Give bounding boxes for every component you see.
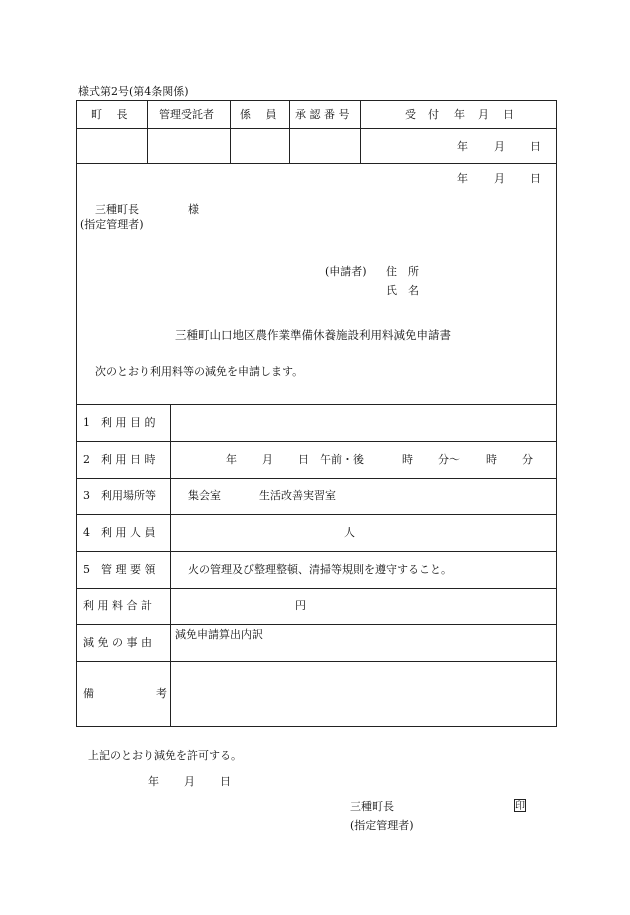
datetime-year: 年 xyxy=(226,453,237,466)
application-date-month: 月 xyxy=(494,172,505,185)
row-label-notes-2: 考 xyxy=(156,687,167,700)
header-receipt-year: 年 xyxy=(454,108,465,121)
row-line xyxy=(76,441,557,442)
datetime-month: 月 xyxy=(262,453,273,466)
form-table xyxy=(76,100,557,727)
place-option-meeting-room: 集会室 xyxy=(188,489,221,502)
header-col-line xyxy=(230,100,231,163)
row-line xyxy=(76,588,557,589)
header-approval-number: 承 認 番 号 xyxy=(295,108,350,121)
approval-date-day: 日 xyxy=(220,775,231,788)
header-receipt-month: 月 xyxy=(478,108,489,121)
row-line xyxy=(76,624,557,625)
datetime-minute-end: 分 xyxy=(522,453,533,466)
datetime-minute-start: 分〜 xyxy=(438,453,460,466)
datetime-ampm: 午前・後 xyxy=(320,453,364,466)
header-receipt-2: 付 xyxy=(428,108,439,121)
row-label-rules: 5 管 理 要 領 xyxy=(83,563,156,576)
address-label: 住 所 xyxy=(386,265,419,278)
reason-text: 減免申請算出内訳 xyxy=(175,628,263,641)
header-staff: 係 員 xyxy=(240,108,277,121)
row-label-notes-1: 備 xyxy=(83,687,94,700)
row-label-reason: 減 免 の 事 由 xyxy=(83,636,152,649)
people-unit: 人 xyxy=(344,526,355,539)
application-date-day: 日 xyxy=(530,172,541,185)
addressee-sub: (指定管理者) xyxy=(80,218,144,231)
addressee-honorific: 様 xyxy=(188,203,199,216)
header-manager: 管理受託者 xyxy=(159,108,214,121)
form-label: 様式第2号(第4条関係) xyxy=(78,85,189,98)
document-title: 三種町山口地区農作業準備休養施設利用料減免申請書 xyxy=(175,328,451,342)
approval-statement: 上記のとおり減免を許可する。 xyxy=(88,749,242,762)
addressee: 三種町長 xyxy=(95,203,139,216)
approval-date-year: 年 xyxy=(148,775,159,788)
receipt-date-year: 年 xyxy=(457,140,468,153)
label-column-line xyxy=(170,404,171,727)
header-bottom-line xyxy=(76,163,557,164)
header-mayor: 町 長 xyxy=(91,108,128,121)
row-label-people: 4 利 用 人 員 xyxy=(83,526,156,539)
application-date-year: 年 xyxy=(457,172,468,185)
seal-mark: 印 xyxy=(515,801,525,812)
row-label-purpose: 1 利 用 目 的 xyxy=(83,416,156,429)
datetime-day: 日 xyxy=(298,453,309,466)
header-receipt-1: 受 xyxy=(405,108,416,121)
header-divider xyxy=(76,128,557,129)
header-col-line xyxy=(147,100,148,163)
header-col-line xyxy=(360,100,361,163)
approval-signer: 三種町長 xyxy=(350,800,394,813)
approval-signer-sub: (指定管理者) xyxy=(350,819,414,832)
place-option-training-room: 生活改善実習室 xyxy=(259,489,336,502)
header-col-line xyxy=(289,100,290,163)
row-label-datetime: 2 利 用 日 時 xyxy=(83,453,156,466)
row-line xyxy=(76,661,557,662)
fee-unit: 円 xyxy=(295,599,306,612)
row-line xyxy=(76,514,557,515)
datetime-hour-start: 時 xyxy=(402,453,413,466)
approval-date-month: 月 xyxy=(184,775,195,788)
name-label: 氏 名 xyxy=(386,284,419,297)
row-line xyxy=(76,551,557,552)
datetime-hour-end: 時 xyxy=(486,453,497,466)
row-line xyxy=(76,404,557,405)
receipt-date-month: 月 xyxy=(494,140,505,153)
header-receipt-day: 日 xyxy=(503,108,514,121)
rules-text: 火の管理及び整理整頓、清掃等規則を遵守すること。 xyxy=(188,563,452,576)
row-label-place: 3 利用場所等 xyxy=(83,489,156,502)
row-line xyxy=(76,478,557,479)
applicant-label: (申請者) xyxy=(325,265,367,278)
row-label-fee-total: 利 用 料 合 計 xyxy=(83,599,152,612)
receipt-date-day: 日 xyxy=(530,140,541,153)
application-statement: 次のとおり利用料等の減免を申請します。 xyxy=(95,365,304,378)
